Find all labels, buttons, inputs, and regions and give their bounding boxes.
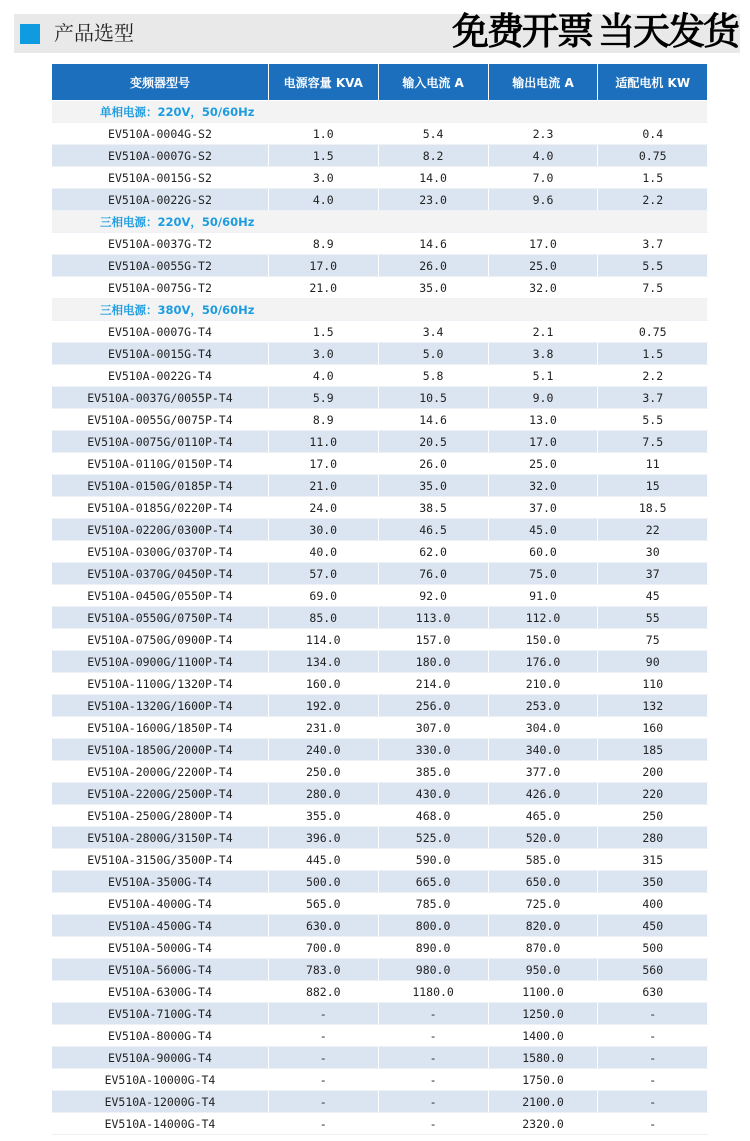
table-row [52, 607, 708, 629]
table-cell: 214.0 [378, 673, 488, 695]
table-cell: 5.0 [378, 343, 488, 365]
table-cell: 3.0 [268, 343, 378, 365]
table-cell: 21.0 [268, 277, 378, 299]
table-cell: 7.0 [488, 167, 598, 189]
table-row [52, 321, 708, 343]
product-selection-table [52, 64, 708, 1135]
table-cell: 1.5 [598, 343, 708, 365]
table-cell: - [268, 1003, 378, 1025]
table-cell: EV510A-2500G/2800P-T4 [52, 805, 268, 827]
table-cell: EV510A-0900G/1100P-T4 [52, 651, 268, 673]
table-cell: 980.0 [378, 959, 488, 981]
table-cell: 377.0 [488, 761, 598, 783]
table-row [52, 123, 708, 145]
table-cell: 1250.0 [488, 1003, 598, 1025]
table-cell: EV510A-1600G/1850P-T4 [52, 717, 268, 739]
table-cell: 112.0 [488, 607, 598, 629]
table-cell: EV510A-0055G-T2 [52, 255, 268, 277]
table-cell: 45.0 [488, 519, 598, 541]
table-cell: 25.0 [488, 453, 598, 475]
table-cell: EV510A-0110G/0150P-T4 [52, 453, 268, 475]
table-cell: EV510A-0015G-T4 [52, 343, 268, 365]
table-cell: 630.0 [268, 915, 378, 937]
table-row [52, 739, 708, 761]
table-cell: EV510A-0007G-S2 [52, 145, 268, 167]
table-cell: - [598, 1025, 708, 1047]
table-cell: 5.5 [598, 409, 708, 431]
table-cell: 783.0 [268, 959, 378, 981]
table-cell: 110 [598, 673, 708, 695]
table-cell: - [598, 1003, 708, 1025]
table-cell: EV510A-0750G/0900P-T4 [52, 629, 268, 651]
table-cell: 46.5 [378, 519, 488, 541]
table-cell: EV510A-7100G-T4 [52, 1003, 268, 1025]
table-cell: 426.0 [488, 783, 598, 805]
table-cell: EV510A-2000G/2200P-T4 [52, 761, 268, 783]
table-row [52, 673, 708, 695]
table-cell: 1.5 [598, 167, 708, 189]
section-title: 产品选型 [54, 21, 134, 45]
table-row [52, 1047, 708, 1069]
table-cell: 150.0 [488, 629, 598, 651]
table-row [52, 519, 708, 541]
table-cell: 57.0 [268, 563, 378, 585]
table-cell: EV510A-10000G-T4 [52, 1069, 268, 1091]
table-cell: 91.0 [488, 585, 598, 607]
table-cell: EV510A-0007G-T4 [52, 321, 268, 343]
table-cell: 30 [598, 541, 708, 563]
table-cell: 185 [598, 739, 708, 761]
table-row [52, 959, 708, 981]
table-cell: 330.0 [378, 739, 488, 761]
table-cell: EV510A-5600G-T4 [52, 959, 268, 981]
table-cell: EV510A-1320G/1600P-T4 [52, 695, 268, 717]
table-row [52, 651, 708, 673]
table-cell: 15 [598, 475, 708, 497]
column-header: 适配电机 KW [598, 64, 708, 101]
table-cell: 3.4 [378, 321, 488, 343]
table-row [52, 409, 708, 431]
table-cell: 17.0 [488, 233, 598, 255]
table-cell: 585.0 [488, 849, 598, 871]
table-cell: 5.5 [598, 255, 708, 277]
table-cell: 2.1 [488, 321, 598, 343]
section-label: 单相电源：220V，50/60Hz [52, 101, 708, 123]
table-cell: EV510A-3500G-T4 [52, 871, 268, 893]
table-row [52, 233, 708, 255]
table-cell: 9.6 [488, 189, 598, 211]
table-cell: 340.0 [488, 739, 598, 761]
table-cell: 4.0 [488, 145, 598, 167]
table-cell: 8.9 [268, 409, 378, 431]
table-cell: 2.2 [598, 365, 708, 387]
table-row [52, 915, 708, 937]
table-cell: 1750.0 [488, 1069, 598, 1091]
table-row [52, 541, 708, 563]
table-row [52, 695, 708, 717]
table-cell: 26.0 [378, 255, 488, 277]
table-cell: 396.0 [268, 827, 378, 849]
table-cell: 192.0 [268, 695, 378, 717]
table-cell: 7.5 [598, 277, 708, 299]
column-header: 电源容量 KVA [268, 64, 378, 101]
promo-overlay [452, 10, 738, 56]
table-cell: - [268, 1069, 378, 1091]
table-cell: 160.0 [268, 673, 378, 695]
table-row [52, 1003, 708, 1025]
table-row [52, 893, 708, 915]
table-row [52, 343, 708, 365]
table-cell: EV510A-0220G/0300P-T4 [52, 519, 268, 541]
table-cell: 4.0 [268, 365, 378, 387]
table-cell: 22 [598, 519, 708, 541]
table-cell: 134.0 [268, 651, 378, 673]
table-cell: 1100.0 [488, 981, 598, 1003]
table-cell: 60.0 [488, 541, 598, 563]
table-cell: 176.0 [488, 651, 598, 673]
table-cell: EV510A-9000G-T4 [52, 1047, 268, 1069]
table-cell: 76.0 [378, 563, 488, 585]
table-cell: 114.0 [268, 629, 378, 651]
table-cell: 445.0 [268, 849, 378, 871]
table-row [52, 585, 708, 607]
table-cell: 5.9 [268, 387, 378, 409]
table-row [52, 475, 708, 497]
table-cell: EV510A-0022G-S2 [52, 189, 268, 211]
table-cell: 3.7 [598, 387, 708, 409]
table-cell: 500 [598, 937, 708, 959]
table-row [52, 629, 708, 651]
table-cell: EV510A-6300G-T4 [52, 981, 268, 1003]
table-cell: 9.0 [488, 387, 598, 409]
table-row [52, 761, 708, 783]
table-cell: - [268, 1025, 378, 1047]
table-cell: 820.0 [488, 915, 598, 937]
table-row [52, 783, 708, 805]
table-cell: 21.0 [268, 475, 378, 497]
table-cell: 8.2 [378, 145, 488, 167]
section-label: 三相电源：380V，50/60Hz [52, 299, 708, 321]
table-cell: 890.0 [378, 937, 488, 959]
table-cell: 25.0 [488, 255, 598, 277]
table-cell: 157.0 [378, 629, 488, 651]
table-cell: 45 [598, 585, 708, 607]
table-row [52, 189, 708, 211]
section-row [52, 211, 708, 233]
section-row [52, 101, 708, 123]
table-cell: 7.5 [598, 431, 708, 453]
column-header: 输入电流 A [378, 64, 488, 101]
table-row [52, 717, 708, 739]
table-cell: - [378, 1091, 488, 1113]
table-cell: 30.0 [268, 519, 378, 541]
table-cell: 725.0 [488, 893, 598, 915]
table-cell: 3.0 [268, 167, 378, 189]
table-cell: 23.0 [378, 189, 488, 211]
table-cell: - [268, 1091, 378, 1113]
table-cell: - [378, 1025, 488, 1047]
table-cell: 565.0 [268, 893, 378, 915]
table-cell: 24.0 [268, 497, 378, 519]
table-cell: 75 [598, 629, 708, 651]
table-cell: - [598, 1091, 708, 1113]
table-cell: 465.0 [488, 805, 598, 827]
table-cell: - [598, 1069, 708, 1091]
table-cell: 180.0 [378, 651, 488, 673]
table-cell: 2.2 [598, 189, 708, 211]
table-row [52, 981, 708, 1003]
table-cell: 250 [598, 805, 708, 827]
table-cell: - [378, 1069, 488, 1091]
table-cell: EV510A-0037G/0055P-T4 [52, 387, 268, 409]
table-cell: 2100.0 [488, 1091, 598, 1113]
table-cell: 500.0 [268, 871, 378, 893]
table-cell: 0.4 [598, 123, 708, 145]
table-cell: 307.0 [378, 717, 488, 739]
table-row [52, 937, 708, 959]
table-cell: 315 [598, 849, 708, 871]
table-row [52, 255, 708, 277]
table-cell: 32.0 [488, 475, 598, 497]
table-cell: 132 [598, 695, 708, 717]
table-cell: 90 [598, 651, 708, 673]
table-cell: 650.0 [488, 871, 598, 893]
table-cell: - [378, 1113, 488, 1135]
table-cell: 525.0 [378, 827, 488, 849]
table-cell: 35.0 [378, 277, 488, 299]
table-row [52, 563, 708, 585]
table-cell: 37 [598, 563, 708, 585]
column-header: 变频器型号 [52, 64, 268, 101]
table-cell: 430.0 [378, 783, 488, 805]
table-cell: 10.5 [378, 387, 488, 409]
table-header-row [52, 64, 708, 101]
table-cell: EV510A-0037G-T2 [52, 233, 268, 255]
table-cell: 253.0 [488, 695, 598, 717]
table-cell: 5.8 [378, 365, 488, 387]
table-cell: 630 [598, 981, 708, 1003]
table-cell: 14.6 [378, 409, 488, 431]
table-cell: 35.0 [378, 475, 488, 497]
table-cell: 350 [598, 871, 708, 893]
table-cell: EV510A-0185G/0220P-T4 [52, 497, 268, 519]
table-row [52, 453, 708, 475]
table-cell: 665.0 [378, 871, 488, 893]
table-cell: - [598, 1113, 708, 1135]
table-cell: 69.0 [268, 585, 378, 607]
table-row [52, 497, 708, 519]
table-cell: 0.75 [598, 145, 708, 167]
table-cell: EV510A-0004G-S2 [52, 123, 268, 145]
table-cell: EV510A-14000G-T4 [52, 1113, 268, 1135]
table-cell: EV510A-12000G-T4 [52, 1091, 268, 1113]
table-row [52, 431, 708, 453]
table-cell: 700.0 [268, 937, 378, 959]
table-cell: EV510A-2800G/3150P-T4 [52, 827, 268, 849]
table-cell: - [268, 1113, 378, 1135]
table-cell: 385.0 [378, 761, 488, 783]
table-row [52, 871, 708, 893]
table-cell: 280 [598, 827, 708, 849]
table-cell: 14.0 [378, 167, 488, 189]
table-row [52, 827, 708, 849]
table-cell: 92.0 [378, 585, 488, 607]
table-cell: 1.5 [268, 145, 378, 167]
table-cell: EV510A-4000G-T4 [52, 893, 268, 915]
section-row [52, 299, 708, 321]
table-cell: 62.0 [378, 541, 488, 563]
table-cell: 8.9 [268, 233, 378, 255]
table-cell: EV510A-1850G/2000P-T4 [52, 739, 268, 761]
table-row [52, 805, 708, 827]
table-cell: 3.7 [598, 233, 708, 255]
table-cell: 32.0 [488, 277, 598, 299]
table-cell: 355.0 [268, 805, 378, 827]
table-row [52, 1069, 708, 1091]
table-cell: 17.0 [268, 255, 378, 277]
table-cell: 590.0 [378, 849, 488, 871]
section-label: 三相电源：220V，50/60Hz [52, 211, 708, 233]
table-row [52, 1025, 708, 1047]
table-cell: 1.0 [268, 123, 378, 145]
table-cell: 55 [598, 607, 708, 629]
table-cell: 85.0 [268, 607, 378, 629]
table-row [52, 849, 708, 871]
table-cell: 450 [598, 915, 708, 937]
table-cell: 468.0 [378, 805, 488, 827]
table-cell: EV510A-3150G/3500P-T4 [52, 849, 268, 871]
table-cell: 200 [598, 761, 708, 783]
table-cell: 17.0 [488, 431, 598, 453]
table-cell: 210.0 [488, 673, 598, 695]
table-cell: 560 [598, 959, 708, 981]
table-cell: 20.5 [378, 431, 488, 453]
table-cell: EV510A-0015G-S2 [52, 167, 268, 189]
table-cell: 785.0 [378, 893, 488, 915]
table-cell: EV510A-0450G/0550P-T4 [52, 585, 268, 607]
table-cell: 0.75 [598, 321, 708, 343]
table-cell: 870.0 [488, 937, 598, 959]
column-header: 输出电流 A [488, 64, 598, 101]
table-cell: 40.0 [268, 541, 378, 563]
table-cell: 2.3 [488, 123, 598, 145]
table-cell: 240.0 [268, 739, 378, 761]
table-cell: EV510A-0550G/0750P-T4 [52, 607, 268, 629]
table-row [52, 145, 708, 167]
table-cell: EV510A-2200G/2500P-T4 [52, 783, 268, 805]
table-cell: EV510A-0075G-T2 [52, 277, 268, 299]
table-cell: 14.6 [378, 233, 488, 255]
table-cell: 220 [598, 783, 708, 805]
table-cell: 400 [598, 893, 708, 915]
table-cell: 280.0 [268, 783, 378, 805]
table-cell: EV510A-0022G-T4 [52, 365, 268, 387]
table-cell: 38.5 [378, 497, 488, 519]
table-cell: EV510A-0300G/0370P-T4 [52, 541, 268, 563]
table-row [52, 167, 708, 189]
table-row [52, 365, 708, 387]
promo-line-2: 当天发货 [598, 10, 738, 53]
table-cell: EV510A-0055G/0075P-T4 [52, 409, 268, 431]
table-row [52, 387, 708, 409]
title-square-icon [20, 24, 40, 44]
table-row [52, 1113, 708, 1135]
table-cell: - [268, 1047, 378, 1069]
table-cell: 250.0 [268, 761, 378, 783]
table-cell: 17.0 [268, 453, 378, 475]
table-cell: EV510A-0075G/0110P-T4 [52, 431, 268, 453]
table-cell: 18.5 [598, 497, 708, 519]
table-cell: 256.0 [378, 695, 488, 717]
table-cell: 13.0 [488, 409, 598, 431]
table-cell: - [378, 1003, 488, 1025]
table-cell: 3.8 [488, 343, 598, 365]
table-cell: 2320.0 [488, 1113, 598, 1135]
table-cell: 304.0 [488, 717, 598, 739]
table-cell: 1.5 [268, 321, 378, 343]
table-cell: 11 [598, 453, 708, 475]
table-cell: 160 [598, 717, 708, 739]
table-cell: 882.0 [268, 981, 378, 1003]
table-cell: EV510A-4500G-T4 [52, 915, 268, 937]
table-cell: 4.0 [268, 189, 378, 211]
table-cell: 1400.0 [488, 1025, 598, 1047]
table-cell: 37.0 [488, 497, 598, 519]
table-cell: EV510A-1100G/1320P-T4 [52, 673, 268, 695]
table-cell: 231.0 [268, 717, 378, 739]
table-cell: EV510A-5000G-T4 [52, 937, 268, 959]
table-row [52, 277, 708, 299]
table-cell: EV510A-0370G/0450P-T4 [52, 563, 268, 585]
table-cell: 113.0 [378, 607, 488, 629]
table-cell: EV510A-8000G-T4 [52, 1025, 268, 1047]
table-cell: 800.0 [378, 915, 488, 937]
table-row [52, 1091, 708, 1113]
table-cell: 1580.0 [488, 1047, 598, 1069]
table-cell: 520.0 [488, 827, 598, 849]
table-cell: 26.0 [378, 453, 488, 475]
table-cell: 950.0 [488, 959, 598, 981]
promo-line-1: 免费开票 [452, 10, 592, 53]
table-cell: 75.0 [488, 563, 598, 585]
table-cell: EV510A-0150G/0185P-T4 [52, 475, 268, 497]
table-cell: - [598, 1047, 708, 1069]
table-cell: 5.1 [488, 365, 598, 387]
table-cell: 1180.0 [378, 981, 488, 1003]
table-cell: 11.0 [268, 431, 378, 453]
table-cell: 5.4 [378, 123, 488, 145]
table-cell: - [378, 1047, 488, 1069]
